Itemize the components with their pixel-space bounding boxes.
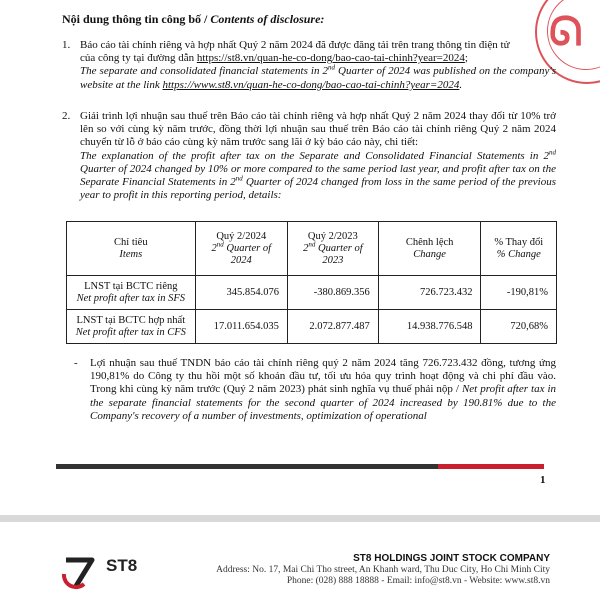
item-2-number: 2. (62, 110, 71, 122)
item-1-number: 1. (62, 39, 71, 51)
cell-change: 14.938.776.548 (378, 310, 481, 344)
financial-statements-link-en[interactable]: https://www.st8.vn/quan-he-co-dong/bao-cao-tai-chinh?year=2024 (162, 78, 460, 91)
header-pct-change: % Thay đổi % Change (481, 222, 557, 276)
company-address: Address: No. 17, Mai Chi Tho street, An Khanh ward, Thu Duc City, Ho Chi Minh City (216, 565, 550, 575)
brand-name: ST8 (106, 556, 138, 575)
company-name: ST8 HOLDINGS JOINT STOCK COMPANY (353, 553, 550, 564)
item-2-text: Giải trình lợi nhuận sau thuế trên Báo cáo tài chính riêng và hợp nhất Quý 2 năm 2024 thay đổi từ 10% trở lên so với cùng kỳ năm trước, đồng thời lợi nhuận sau thuế trên Báo cáo tài chính riêng Quý 2 năm 2024 chuyển từ lỗ ở báo cáo cùng kỳ năm trước sang lãi ở kỳ báo cáo này, chi tiết: The explanation of the profit after tax on the Separate and Consolidated Financial Statements in 2nd Quarter of 2024 changed by 10% or more compared to the same period last year, and profit after tax on the Separate Financial Statements in 2nd Quarter of 2024 changed from loss in the same period of the previous year to profit in this reporting period, details: (80, 110, 556, 202)
cell-q2-2023: -380.869.356 (287, 276, 378, 310)
financial-statements-link[interactable]: https://st8.vn/quan-he-co-dong/bao-cao-tai-chinh?year=2024 (196, 52, 465, 65)
table-row (67, 310, 557, 344)
item-1-text: Báo cáo tài chính riêng và hợp nhất Quý 2 năm 2024 đã được đăng tải trên trang thông tin điện tử của công ty tại đường dẫn https://st8.vn/quan-he-co-dong/bao-cao-tai-chinh?year=2024; The separate and consolidated financial statements in 2nd Quarter of 2024 was published on the company's website at the link https://www.st8.vn/quan-he-co-dong/bao-cao-tai-chinh?year=2024. (80, 39, 556, 91)
table-row (67, 276, 557, 310)
cell-pct: -190,81% (481, 276, 557, 310)
row-label: LNST tại BCTC hợp nhất Net profit after tax in CFS (67, 310, 196, 344)
cell-change: 726.723.432 (378, 276, 481, 310)
header-change: Chênh lệch Change (378, 222, 481, 276)
page-number: 1 (540, 474, 546, 486)
cell-q2-2024: 17.011.654.035 (195, 310, 287, 344)
header-q2-2023: Quý 2/2023 2nd Quarter of 2023 (287, 222, 378, 276)
page-divider-bar (56, 464, 544, 469)
st8-logo-icon (62, 556, 100, 590)
disclosure-heading: Nội dung thông tin công bố / Contents of disclosure: (62, 12, 325, 26)
bullet-mark: - (74, 357, 78, 369)
company-phone-email-website: Phone: (028) 888 18888 - Email: info@st8.vn - Website: www.st8.vn (286, 576, 550, 586)
company-contact (216, 565, 550, 587)
profit-comparison-table (66, 221, 557, 344)
cell-pct: 720,68% (481, 310, 557, 344)
header-q2-2024: Quý 2/2024 2nd Quarter of 2024 (195, 222, 287, 276)
row-label: LNST tại BCTC riêng Net profit after tax in SFS (67, 276, 196, 310)
table-header-row (67, 222, 557, 276)
cell-q2-2023: 2.072.877.487 (287, 310, 378, 344)
header-items: Chỉ tiêu Items (67, 222, 196, 276)
cell-q2-2024: 345.854.076 (195, 276, 287, 310)
bullet-text: Lợi nhuận sau thuế TNDN báo cáo tài chính riêng quý 2 năm 2024 tăng 726.723.432 đồng, tương ứng 190,81% do Công ty thu hồi một số khoản đầu tư, tối ưu hóa quy trình hoạt động và chi phí đầu vào. Trong khi cùng kỳ năm trước (Quý 2 năm 2023) phát sinh nghĩa vụ thuế phải nộp / Net profit after tax in the separate financial statements for the second quarter of 2024 increased by 190.81% due to the Company's recovery of a number of investments, optimization of operational (90, 357, 557, 422)
company-seal-stamp: ᘏ (535, 0, 600, 84)
